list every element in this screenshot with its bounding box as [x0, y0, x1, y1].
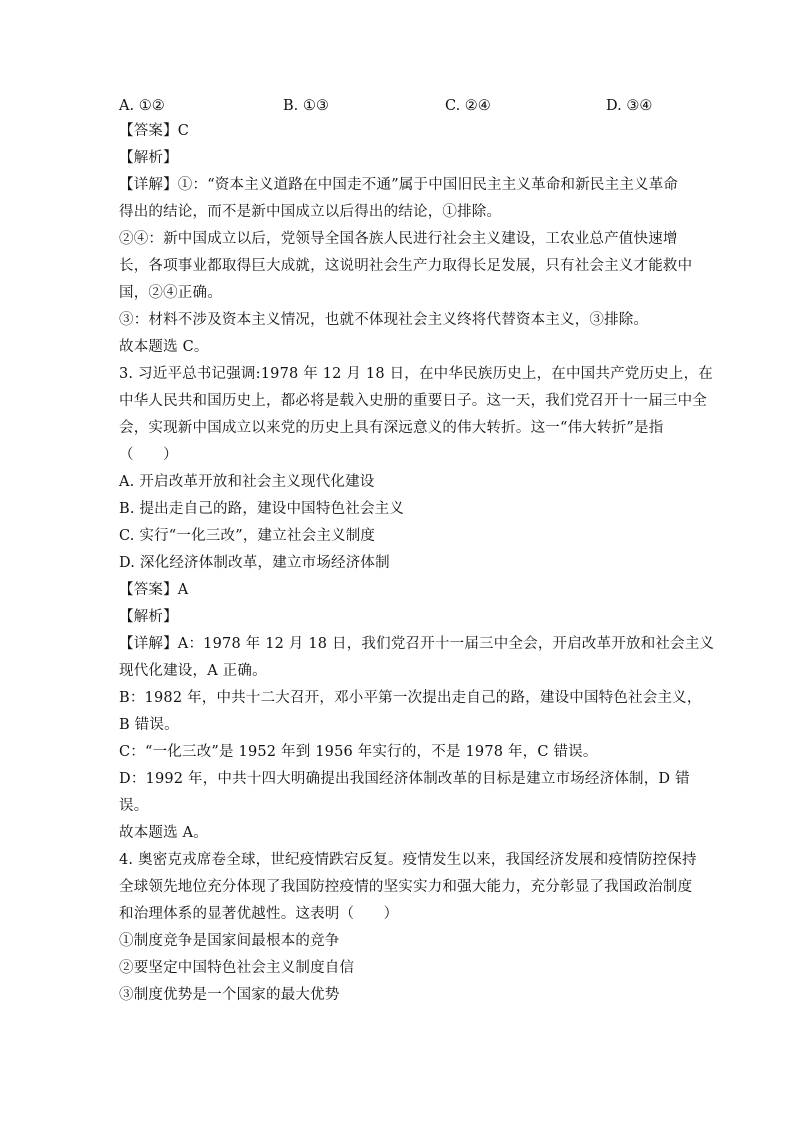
text-line: 【详解】①：“资本主义道路在中国走不通”属于中国旧民主主义革命和新民主主义革命 — [119, 177, 679, 193]
text-line: 【详解】A：1978 年 12 月 18 日，我们党召开十一届三中全会，开启改革开放和社会主义 — [119, 636, 715, 652]
text-line: ②要坚定中国特色社会主义制度自信 — [119, 960, 355, 976]
text-line: 中华人民共和国历史上，都必将是载入史册的重要日子。这一天，我们党召开十一届三中全 — [119, 393, 707, 409]
text-line: 误。 — [119, 798, 149, 814]
text-line: A. 开启改革开放和社会主义现代化建设 — [119, 474, 375, 490]
text-line: D：1992 年，中共十四大明确提出我国经济体制改革的目标是建立市场经济体制，D 错 — [119, 771, 690, 787]
option-c: C. ②④ — [445, 98, 491, 114]
text-line: 故本题选 A。 — [119, 825, 208, 841]
text-line: 4. 奥密克戎席卷全球，世纪疫情跌宕反复。疫情发生以来，我国经济发展和疫情防控保持 — [119, 852, 697, 868]
text-line: 3. 习近平总书记强调:1978 年 12 月 18 日，在中华民族历史上，在中国共产党历史上，在 — [119, 366, 713, 382]
text-line: D. 深化经济体制改革，建立市场经济体制 — [119, 555, 390, 571]
text-line: 故本题选 C。 — [119, 339, 209, 355]
text-line: ①制度竞争是国家间最根本的竞争 — [119, 933, 340, 949]
text-line: 【答案】C — [119, 123, 190, 139]
text-line: 【答案】A — [119, 582, 189, 598]
text-line: 【解析】 — [119, 609, 178, 625]
option-b: B. ①③ — [283, 98, 329, 114]
option-d: D. ③④ — [606, 98, 653, 114]
text-line: 国，②④正确。 — [119, 285, 222, 301]
text-line: C：“一化三改”是 1952 年到 1956 年实行的，不是 1978 年，C 错误。 — [119, 744, 598, 760]
text-line: （ ） — [119, 447, 178, 463]
text-line: 长，各项事业都取得巨大成就，这说明社会生产力取得长足发展，只有社会主义才能救中 — [119, 258, 693, 274]
text-line: 得出的结论，而不是新中国成立以后得出的结论，①排除。 — [119, 204, 502, 220]
text-line: 会，实现新中国成立以来党的历史上具有深远意义的伟大转折。这一“伟大转折”是指 — [119, 420, 664, 436]
text-line: 全球领先地位充分体现了我国防控疫情的坚实实力和强大能力，充分彰显了我国政治制度 — [119, 879, 693, 895]
text-line: ②④：新中国成立以后，党领导全国各族人民进行社会主义建设，工农业总产值快速增 — [119, 231, 678, 247]
text-line: ③：材料不涉及资本主义情况，也就不体现社会主义终将代替资本主义，③排除。 — [119, 312, 649, 328]
text-line: B 错误。 — [119, 717, 179, 733]
option-a: A. ①② — [119, 98, 165, 114]
text-line: 和治理体系的显著优越性。这表明（ ） — [119, 906, 399, 922]
text-line: C. 实行“一化三改”，建立社会主义制度 — [119, 528, 376, 544]
text-line: B. 提出走自己的路，建设中国特色社会主义 — [119, 501, 405, 517]
text-line: ③制度优势是一个国家的最大优势 — [119, 987, 340, 1003]
text-line: 现代化建设，A 正确。 — [119, 663, 267, 679]
text-line: 【解析】 — [119, 150, 178, 166]
text-line: B：1982 年，中共十二大召开，邓小平第一次提出走自己的路，建设中国特色社会主义， — [119, 690, 702, 706]
